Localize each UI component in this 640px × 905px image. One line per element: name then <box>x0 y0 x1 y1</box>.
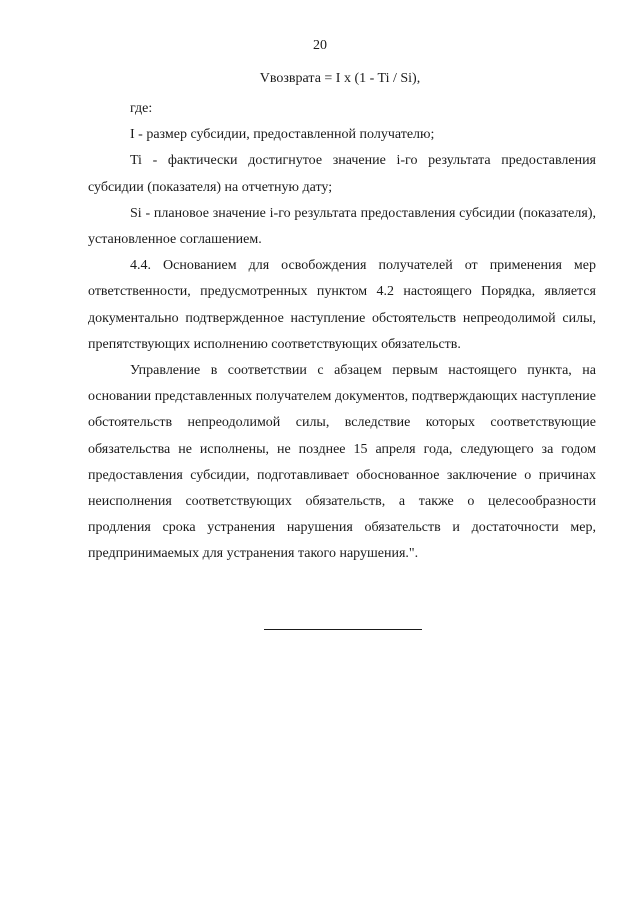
paragraph-definition-ti: Ti - фактически достигнутое значение i-го результата предоставления субсидии (показателя) на отчетную дату; <box>88 153 596 195</box>
page-number: 20 <box>313 38 327 53</box>
refund-formula: Vвозврата = I x (1 - Ti / Si), <box>259 71 421 86</box>
paragraph-definition-i: I - размер субсидии, предоставленной получателю; <box>130 127 435 143</box>
document-body <box>88 96 596 568</box>
paragraph-management-conclusion: Управление в соответствии с абзацем первым настоящего пункта, на основании представленных получателем документов, подтверждающих наступление обстоятельств непреодолимой силы, вследствие которых соответствующие обязательства не исполнены, не позднее 15 апреля года, следующего за годом предоставления субсидии, подготавливает обоснованное заключение о причинах неисполнения соответствующих обязательств, а также о целесообразности продления срока устранения нарушения обязательств и достаточности мер, предпринимаемых для устранения такого нарушения.". <box>88 363 596 562</box>
paragraph-definition-si: Si - плановое значение i-го результата предоставления субсидии (показателя), установленное соглашением. <box>88 205 596 248</box>
paragraph-where: где: <box>130 101 153 116</box>
end-separator-line <box>264 629 422 630</box>
paragraph-clause-4-4: 4.4. Основанием для освобождения получателей от применения мер ответственности, предусмотренных пунктом 4.2 настоящего Порядка, является документально подтвержденное наступление обстоятельств непреодолимой силы, препятствующих исполнению соответствующих обязательств. <box>88 258 596 352</box>
